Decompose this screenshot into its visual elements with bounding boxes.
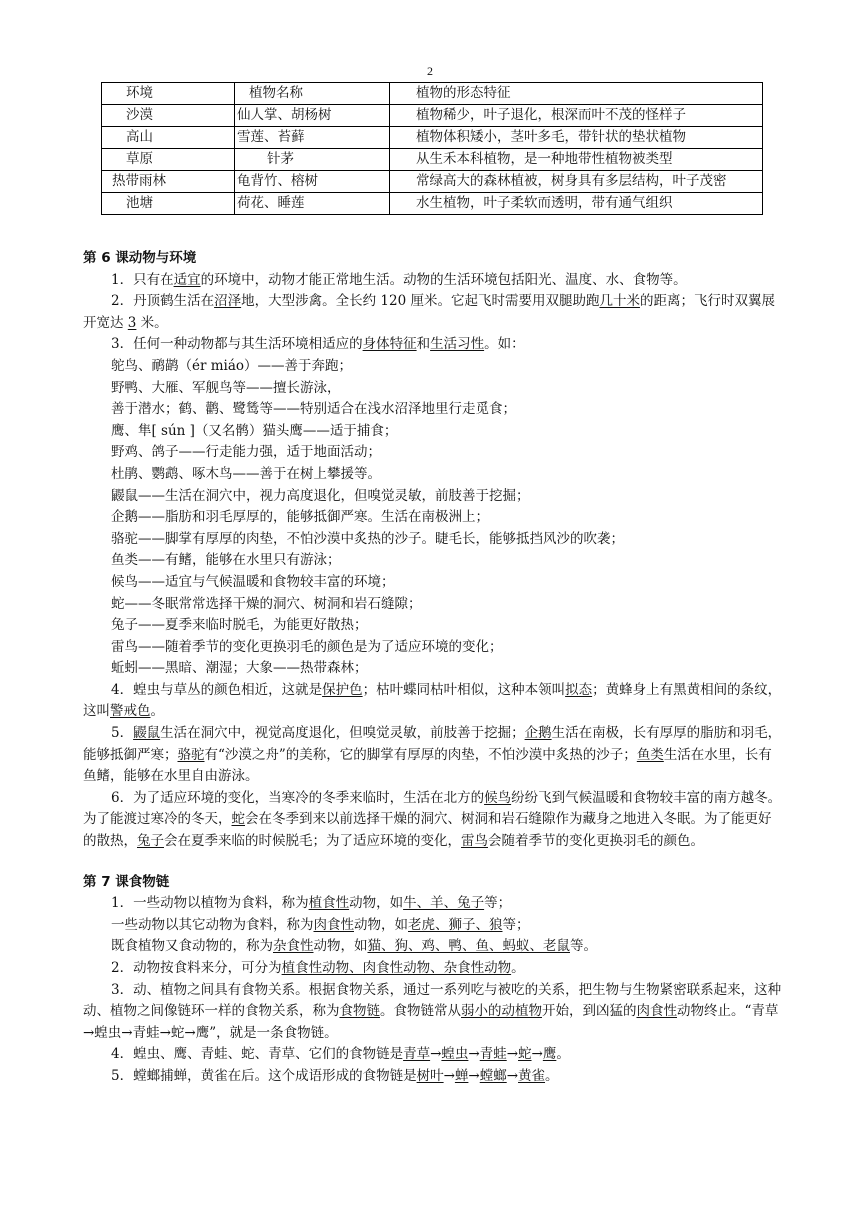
table-header-cell: 环境 [102,83,235,105]
list-item: 骆驼——脚掌有厚厚的肉垫，不怕沙漠中炙热的沙子。睫毛长，能够抵挡风沙的吹袭； [111,530,624,547]
list-item: 蛇——冬眠常常选择干燥的洞穴、树洞和岩石缝隙； [111,595,422,612]
lesson-6-item-3: 3．任何一种动物都与其生活环境相适应的身体特征和生活习性。如： [111,336,525,353]
table-cell: 仙人掌、胡杨树 [235,105,390,127]
list-item: 蚯蚓——黑暗、潮湿；大象——热带森林； [111,660,368,677]
lesson-6-item-2: 2．丹顶鹤生活在沼泽地，大型涉禽。全长约 120 厘米。它起飞时需要用双腿助跑几十米的距离；飞行时双翼展开宽达 3 米。 [83,293,775,331]
list-item: 鼹鼠——生活在洞穴中，视力高度退化，但嗅觉灵敏，前肢善于挖掘； [111,487,530,504]
table-cell: 龟背竹、榕树 [235,171,390,193]
lesson-7-item-2: 2．动物按食料来分，可分为植食性动物、肉食性动物、杂食性动物。 [111,960,525,976]
list-item: 野鸭、大雁、军舰鸟等——擅长游泳， [111,379,341,396]
list-item: 鹰、隼[ sún ]（又名鹘）猫头鹰——适于捕食； [111,422,398,439]
table-cell: 沙漠 [102,105,235,127]
table-cell: 池塘 [102,193,235,215]
lesson-6-item-6: 6．为了适应环境的变化，当寒冷的冬季来临时，生活在北方的候鸟纷纷飞到气候温暖和食物较丰富的南方越冬。为了能渡过寒冷的冬天，蛇会在冬季到来以前选择干燥的洞穴、树洞和岩石缝隙作为藏身之地进入冬眠。为了能更好的散热，兔子会在夏季来临的时候脱毛；为了适应环境的变化，雷鸟会随着季节的变化更换羽毛的颜色。 [83,789,782,850]
table-row [102,149,763,171]
environment-plant-table [101,82,763,215]
table-cell: 水生植物，叶子柔软而透明，带有通气组织 [390,193,763,215]
table-cell: 热带雨林 [102,171,235,193]
table-cell: 植物体积矮小，茎叶多毛，带针状的垫状植物 [390,127,763,149]
table-row [102,171,763,193]
lesson-6-item-4: 4．蝗虫与草丛的颜色相近，这就是保护色；枯叶蝶同枯叶相似，这种本领叫拟态；黄蜂身上有黑黄相间的条纹，这叫警戒色。 [83,681,782,720]
lesson-7-item-3: 3．动、植物之间具有食物关系。根据食物关系，通过一系列吃与被吃的关系，把生物与生物紧密联系起来，这种动、植物之间像链环一样的食物关系，称为食物链。食物链常从弱小的动植物开始，到凶猛的肉食性动物终止。“青草→蝗虫→青蛙→蛇→鹰”，就是一条食物链。 [83,981,782,1041]
list-item: 企鹅——脂肪和羽毛厚厚的，能够抵御严寒。生活在南极洲上； [111,509,489,526]
list-item: 雷鸟——随着季节的变化更换羽毛的颜色是为了适应环境的变化； [111,638,503,655]
lesson-6-item-5: 5．鼹鼠生活在洞穴中，视觉高度退化，但嗅觉灵敏，前肢善于挖掘；企鹅生活在南极，长有厚厚的脂肪和羽毛，能够抵御严寒；骆驼有“沙漠之舟”的美称，它的脚掌有厚厚的肉垫，不怕沙漠中炙热的沙子；鱼类生活在水里，长有鱼鳍，能够在水里自由游泳。 [83,725,782,785]
table-header-cell: 植物的形态特征 [390,83,763,105]
table-cell: 草原 [102,149,235,171]
list-item: 候鸟——适宜与气候温暖和食物较丰富的环境； [111,573,395,590]
table-header-row [102,83,763,105]
list-item: 鸵鸟、鸸鹋（ér miáo）——善于奔跑； [111,357,353,374]
table-cell: 高山 [102,127,235,149]
list-item: 兔子——夏季来临时脱毛，为能更好散热； [111,617,368,634]
list-item: 善于潜水；鹤、鹳、鹭鸶等——特别适合在浅水沼泽地里行走觅食； [111,401,516,418]
table-row [102,105,763,127]
table-cell: 雪莲、苔藓 [235,127,390,149]
table-header-cell: 植物名称 [235,83,390,105]
page-number: 2 [427,64,433,78]
lesson-7-item-1c: 既食植物又食动物的，称为杂食性动物，如猫、狗、鸡、鸭、鱼、蚂蚁、老鼠等。 [111,938,597,955]
lesson-6-heading: 第 6 课动物与环境 [83,250,197,266]
lesson-7-item-5: 5．螳螂捕蝉，黄雀在后。这个成语形成的食物链是树叶→蝉→螳螂→黄雀。 [111,1067,559,1084]
main-content [83,248,783,1088]
list-item: 鱼类——有鳍，能够在水里只有游泳； [111,552,341,569]
list-item: 野鸡、鸽子——行走能力强，适于地面活动； [111,444,381,461]
table-cell: 荷花、睡莲 [235,193,390,215]
lesson-7-item-1b: 一些动物以其它动物为食料，称为肉食性动物，如老虎、狮子、狼等； [111,916,530,933]
table-cell: 常绿高大的森林植被，树身具有多层结构，叶子茂密 [390,171,763,193]
lesson-6-item-1: 1．只有在适宜的环境中，动物才能正常地生活。动物的生活环境包括阳光、温度、水、食物等。 [111,271,687,288]
lesson-7-heading: 第 7 课食物链 [83,873,170,890]
table-cell: 植物稀少，叶子退化，根深而叶不茂的怪样子 [390,105,763,127]
lesson-7-item-4: 4．蝗虫、鹰、青蛙、蛇、青草、它们的食物链是青草→蝗虫→青蛙→蛇→鹰。 [111,1046,570,1063]
table-row [102,127,763,149]
lesson-7-item-1a: 1．一些动物以植物为食料，称为植食性动物，如牛、羊、兔子等； [111,895,512,912]
table-row [102,193,763,215]
table-cell: 针茅 [235,149,390,171]
list-item: 杜鹃、鹦鹉、啄木鸟——善于在树上攀援等。 [111,465,381,482]
table-cell: 从生禾本科植物，是一种地带性植物被类型 [390,149,763,171]
